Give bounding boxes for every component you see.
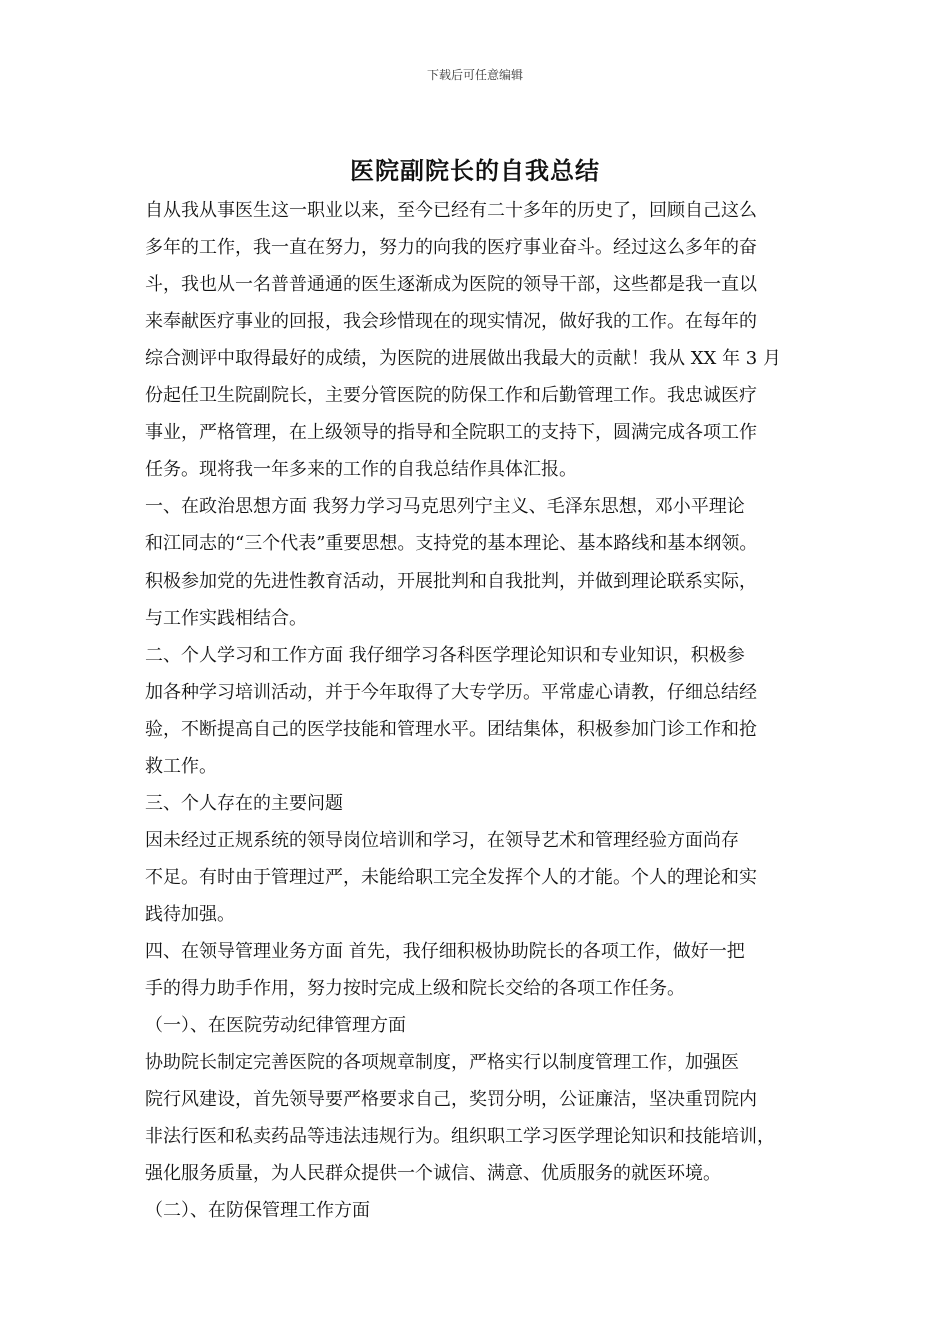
body-text-line: 非法行医和私卖药品等违法违规行为。组织职工学习医学理论知识和技能培训， <box>145 1126 775 1148</box>
body-text-line: 不足。有时由于管理过严，未能给职工完全发挥个人的才能。个人的理论和实 <box>145 866 757 888</box>
body-text-line: 手的得力助手作用，努力按时完成上级和院长交给的各项工作任务。 <box>145 978 685 1000</box>
body-text-line: （二）、在防保管理工作方面 <box>145 1200 370 1222</box>
body-text-line: 四、在领导管理业务方面 首先，我仔细积极协助院长的各项工作，做好一把 <box>145 941 745 962</box>
body-text-line: 救工作。 <box>145 755 217 777</box>
body-text-line: 践待加强。 <box>145 903 235 925</box>
body-text-line: 因未经过正规系统的领导岗位培训和学习，在领导艺术和管理经验方面尚存 <box>145 829 739 851</box>
body-text-line: （一）、在医院劳动纪律管理方面 <box>145 1015 406 1037</box>
body-text-line: 多年的工作，我一直在努力，努力的向我的医疗事业奋斗。经过这么多年的奋 <box>145 237 757 259</box>
body-text-line: 加各种学习培训活动，并于今年取得了大专学历。平常虚心请教，仔细总结经 <box>145 681 757 703</box>
body-text-line: 和江同志的“三个代表”重要思想。支持党的基本理论、基本路线和基本纲领。 <box>145 533 758 555</box>
body-text-line: 协助院长制定完善医院的各项规章制度，严格实行以制度管理工作，加强医 <box>145 1052 739 1074</box>
body-text-line: 斗，我也从一名普普通通的医生逐渐成为医院的领导干部，这些都是我一直以 <box>145 274 757 296</box>
document-title: 医院副院长的自我总结 <box>350 156 600 185</box>
body-text-line: 一、在政治思想方面 我努力学习马克思列宁主义、毛泽东思想，邓小平理论 <box>145 496 745 518</box>
body-text-line: 综合测评中取得最好的成绩，为医院的进展做出我最大的贡献！我从 XX 年 3 月 <box>145 348 781 370</box>
body-text-line: 院行风建设，首先领导要严格要求自己，奖罚分明，公证廉洁，坚决重罚院内 <box>145 1089 757 1111</box>
body-text-line: 验，不断提高自己的医学技能和管理水平。团结集体，积极参加门诊工作和抢 <box>145 718 757 740</box>
body-text-line: 任务。现将我一年多来的工作的自我总结作具体汇报。 <box>145 459 577 481</box>
body-text-line: 二、个人学习和工作方面 我仔细学习各科医学理论知识和专业知识，积极参 <box>145 644 745 666</box>
body-text-line: 自从我从事医生这一职业以来，至今已经有二十多年的历史了，回顾自己这么 <box>145 200 757 221</box>
body-text-line: 来奉献医疗事业的回报，我会珍惜现在的现实情况，做好我的工作。在每年的 <box>145 311 757 333</box>
body-text-line: 强化服务质量，为人民群众提供一个诚信、满意、优质服务的就医环境。 <box>145 1163 721 1185</box>
body-text-line: 份起任卫生院副院长，主要分管医院的防保工作和后勤管理工作。我忠诚医疗 <box>145 385 757 407</box>
body-text-line: 与工作实践相结合。 <box>145 607 307 629</box>
body-text-line: 事业，严格管理，在上级领导的指导和全院职工的支持下，圆满完成各项工作 <box>145 422 757 444</box>
body-text-line: 三、个人存在的主要问题 <box>145 792 343 814</box>
header-note: 下载后可任意编辑 <box>426 68 523 82</box>
body-text-line: 积极参加党的先进性教育活动，开展批判和自我批判，并做到理论联系实际， <box>145 570 757 592</box>
